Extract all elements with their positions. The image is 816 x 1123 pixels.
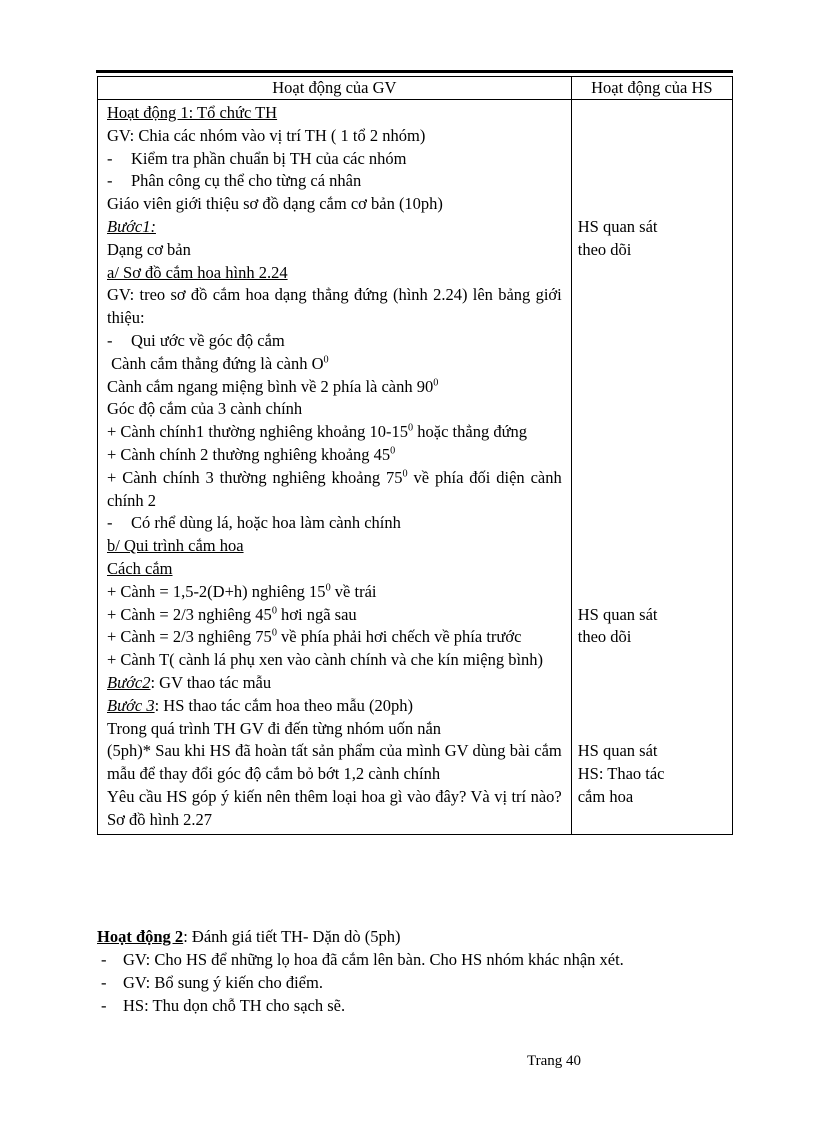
step-2-label: Bước2 — [107, 672, 151, 692]
gv-line: Cành cắm thẳng đứng là cành $O^0$ — [111, 353, 329, 373]
gv-activities-cell — [98, 100, 572, 835]
dash-bullet: - — [107, 171, 113, 191]
gv-paragraph: + Cành = 2/3 nghiêng $75^0$ về phía phải hơi chếch về phía trước — [107, 627, 522, 647]
degree-sup: 0 — [402, 468, 408, 480]
gv-line: Bước 3: HS thao tác cắm hoa theo mẫu (20ph) — [107, 695, 414, 715]
degree-sup: 0 — [271, 627, 277, 639]
step-1-label: Bước1: — [107, 216, 156, 236]
degree-sup: 0 — [325, 582, 331, 594]
list-item: - Kiểm tra phần chuẩn bị TH của các nhóm — [107, 148, 562, 171]
method-title: Cách cắm — [107, 558, 173, 578]
gv-line: Bước2: GV thao tác mẫu — [107, 672, 272, 692]
hs-line: theo dõi — [577, 239, 632, 259]
activity-table — [97, 76, 733, 835]
gv-paragraph: (5ph)* Sau khi HS đã hoàn tất sản phẩm của mình GV dùng bài cắm mẫu để thay đổi góc độ cắm bỏ bớt 1,2 cành chính — [107, 741, 562, 784]
step-3-label: Bước 3 — [107, 695, 155, 715]
degree-sup: 0 — [323, 354, 329, 366]
gv-paragraph: + Cành chính 3 thường nghiêng khoảng $75^0$ về phía đối diện cành chính 2 — [107, 467, 562, 510]
activity-2-section: Hoạt động 2: Đánh giá tiết TH- Dặn dò (5ph) - GV: Cho HS để những lọ hoa đã cắm lên bàn. Cho HS nhóm khác nhận xét. - GV: Bổ sung ý kiến cho điểm. - HS: Thu dọn chỗ TH cho sạch sẽ. — [97, 925, 737, 1017]
degree-sup: 0 — [271, 605, 277, 617]
gv-line: + Cành = 1,5-2(D+h) nghiêng $15^0$ về trái — [107, 581, 377, 601]
dash-bullet: - — [107, 148, 113, 168]
header-gv: Hoạt động của GV — [98, 77, 572, 100]
list-item: - Qui ước về góc độ cắm — [107, 330, 562, 353]
gv-line: + Cành chính 2 thường nghiêng khoảng $45^0$ — [107, 444, 396, 464]
gv-paragraph: GV: treo sơ đồ cắm hoa dạng thẳng đứng (hình 2.24) lên bảng giới thiệu: — [107, 285, 562, 328]
activity-2-title: Hoạt động 2 — [97, 927, 184, 946]
degree-sup: 0 — [408, 422, 414, 434]
gv-line: Giáo viên giới thiệu sơ đồ dạng cắm cơ bản (10ph) — [107, 194, 443, 214]
activity-1-title: Hoạt động 1: Tổ chức TH — [107, 103, 278, 122]
table-header-row — [98, 77, 733, 100]
list-item: - GV: Bổ sung ý kiến cho điểm. — [101, 973, 323, 992]
gv-paragraph: + Cành chính1 thường nghiêng khoảng $10-15^0$ hoặc thẳng đứng — [107, 422, 528, 442]
degree-sup: 0 — [390, 445, 396, 457]
dash-bullet: - — [107, 513, 113, 533]
list-item: - GV: Cho HS để những lọ hoa đã cắm lên bàn. Cho HS nhóm khác nhận xét. — [101, 950, 624, 969]
gv-line: Dạng cơ bản — [107, 239, 191, 259]
hs-line: HS quan sát — [577, 741, 658, 761]
header-hs: Hoạt động của HS — [571, 77, 732, 100]
hs-line: HS quan sát — [577, 604, 658, 624]
gv-paragraph: + Cành T( cành lá phụ xen vào cành chính và che kín miệng bình) — [107, 650, 544, 670]
hs-line: theo dõi — [577, 627, 632, 647]
gv-paragraph: Yêu cầu HS góp ý kiến nên thêm loại hoa gì vào đây? Và vị trí nào? Sơ đồ hình 2.27 — [107, 786, 562, 829]
gv-line: + Cành = 2/3 nghiêng $45^0$ hơi ngã sau — [107, 604, 357, 624]
gv-line: Trong quá trình TH GV đi đến từng nhóm uốn nắn — [107, 718, 442, 738]
dash-bullet: - — [107, 330, 113, 350]
table-row — [98, 100, 733, 835]
gv-line: Góc độ cắm của 3 cành chính — [107, 399, 303, 419]
hs-line: cắm hoa — [577, 786, 634, 806]
degree-sup: 0 — [433, 377, 439, 389]
gv-line: Cành cắm ngang miệng bình về 2 phía là cành $90^0$ — [107, 376, 439, 396]
list-item: - Có rhể dùng lá, hoặc hoa làm cành chính — [107, 512, 562, 535]
list-item: - Phân công cụ thể cho từng cá nhân — [107, 170, 562, 193]
list-item: - HS: Thu dọn chỗ TH cho sạch sẽ. — [101, 996, 346, 1015]
section-a-title: a/ Sơ đồ cắm hoa hình 2.24 — [107, 262, 288, 282]
section-b-title: b/ Qui trình cắm hoa — [107, 536, 244, 556]
page-number: Trang 40 — [527, 1053, 582, 1069]
hs-line: HS quan sát — [577, 216, 658, 236]
hs-line: HS: Thao tác — [577, 764, 665, 784]
hs-activities-cell — [571, 100, 732, 835]
gv-line: GV: Chia các nhóm vào vị trí TH ( 1 tổ 2 nhóm) — [107, 125, 426, 145]
top-rule — [96, 70, 733, 73]
